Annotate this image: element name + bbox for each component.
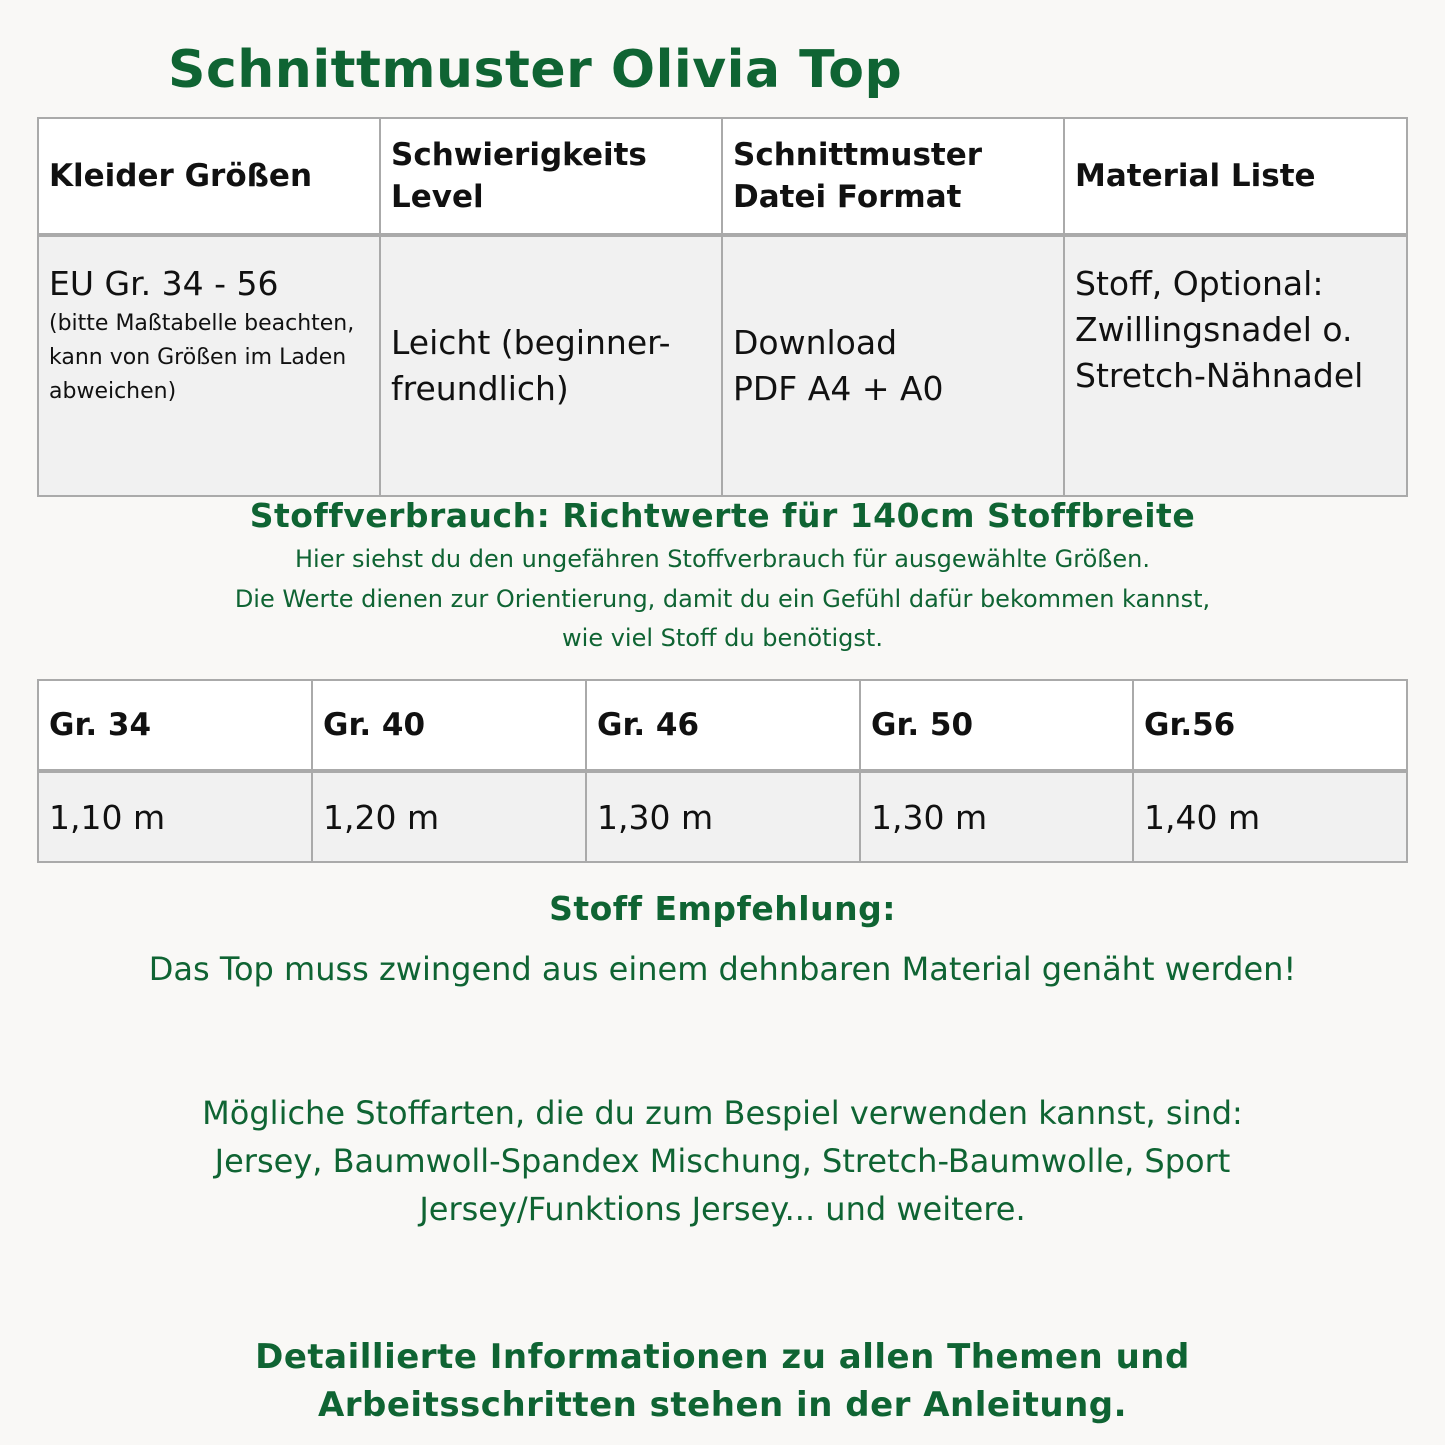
fabric-types-line1: Mögliche Stoffarten, die du zum Bespiel verwenden kannst, sind: xyxy=(202,1094,1243,1132)
size-header: Gr. 40 xyxy=(312,680,586,771)
info-table-value-row xyxy=(38,235,1407,496)
page-title: Schnittmuster Olivia Top xyxy=(168,40,903,100)
amount-cell: 1,10 m xyxy=(38,771,312,862)
cell-sizes xyxy=(38,235,380,496)
size-header: Gr. 50 xyxy=(860,680,1133,771)
fabric-usage-table xyxy=(37,679,1408,863)
info-table-header-row xyxy=(38,118,1407,235)
header-sizes: Kleider Größen xyxy=(38,118,380,235)
fabric-types-line2: Jersey, Baumwoll-Spandex Mischung, Stretch-Baumwolle, Sport xyxy=(214,1142,1231,1180)
amount-cell: 1,30 m xyxy=(586,771,860,862)
header-format: Schnittmuster Datei Format xyxy=(722,118,1064,235)
fabric-usage-intro-1: Hier siehst du den ungefähren Stoffverbrauch für ausgewählte Größen. xyxy=(294,545,1150,573)
amount-cell: 1,30 m xyxy=(860,771,1133,862)
amount-cell: 1,40 m xyxy=(1133,771,1407,862)
recommendation-text: Das Top muss zwingend aus einem dehnbaren Material genäht werden! xyxy=(148,950,1297,988)
fabric-types-line3: Jersey/Funktions Jersey... und weitere. xyxy=(419,1190,1026,1228)
sizes-main: EU Gr. 34 - 56 xyxy=(49,264,279,303)
format-line1: Download xyxy=(733,323,898,362)
cell-level xyxy=(380,235,722,496)
format-line2: PDF A4 + A0 xyxy=(733,369,944,408)
cell-material xyxy=(1064,235,1407,496)
material-value: Stoff, Optional: Zwillingsnadel o. Stretch-Nähnadel xyxy=(1075,264,1364,395)
fabric-usage-intro-2: Die Werte dienen zur Orientierung, damit du ein Gefühl dafür bekommen kannst, xyxy=(234,585,1211,613)
fabric-usage-header-row xyxy=(38,680,1407,771)
header-material: Material Liste xyxy=(1064,118,1407,235)
footer-line1: Detaillierte Informationen zu allen Themen und xyxy=(255,1337,1190,1377)
fabric-usage-intro-3: wie viel Stoff du benötigst. xyxy=(562,624,883,652)
footer-line2: Arbeitsschritten stehen in der Anleitung. xyxy=(317,1385,1128,1425)
fabric-usage-value-row xyxy=(38,771,1407,862)
cell-format xyxy=(722,235,1064,496)
amount-cell: 1,20 m xyxy=(312,771,586,862)
sizes-note: (bitte Maßtabelle beachten, kann von Größen im Laden abweichen) xyxy=(49,311,355,404)
size-header: Gr. 46 xyxy=(586,680,860,771)
level-value: Leicht (beginner-freundlich) xyxy=(391,323,671,408)
header-level: Schwierigkeits Level xyxy=(380,118,722,235)
fabric-usage-heading: Stoffverbrauch: Richtwerte für 140cm Stoffbreite xyxy=(249,496,1196,535)
size-header: Gr.56 xyxy=(1133,680,1407,771)
size-header: Gr. 34 xyxy=(38,680,312,771)
info-table xyxy=(37,117,1408,497)
recommendation-heading: Stoff Empfehlung: xyxy=(549,889,896,928)
